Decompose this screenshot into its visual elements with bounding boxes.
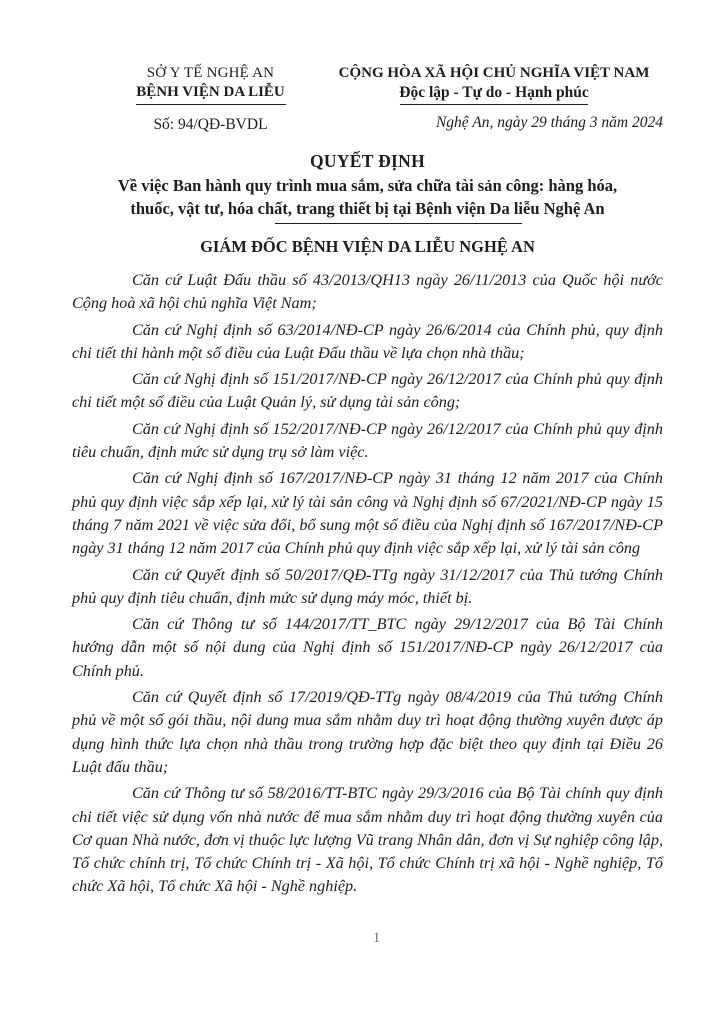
national-header-block <box>325 64 663 132</box>
national-name: CỘNG HÒA XÃ HỘI CHỦ NGHĨA VIỆT NAM <box>338 65 650 81</box>
motto-underline <box>400 104 588 105</box>
issuing-org-parent: SỞ Y TẾ NGHỆ AN <box>146 65 275 81</box>
legal-basis-paragraph-4: Căn cứ Nghị định số 152/2017/NĐ-CP ngày 26/12/2017 của Chính phủ quy định tiêu chuẩn, định mức sử dụng trụ sở làm việc. <box>72 419 663 462</box>
legal-basis-paragraph-6: Căn cứ Quyết định số 50/2017/QĐ-TTg ngày 31/12/2017 của Thủ tướng Chính phủ quy định tiêu chuẩn, định mức sử dụng máy móc, thiết bị. <box>72 565 663 607</box>
subject-underline <box>275 223 522 224</box>
legal-basis-section <box>72 269 663 899</box>
decision-subject-line1: Về việc Ban hành quy trình mua sắm, sửa chữa tài sản công: hàng hóa, <box>117 176 618 195</box>
page-number: 1 <box>372 930 381 946</box>
legal-basis-paragraph-2: Căn cứ Nghị định số 63/2014/NĐ-CP ngày 26/6/2014 của Chính phủ, quy định chi tiết thi hành một số điều của Luật Đấu thầu về lựa chọn nhà thầu; <box>72 320 663 362</box>
decision-subject-line2: thuốc, vật tư, hóa chất, trang thiết bị tại Bệnh viện Da liễu Nghệ An <box>130 199 605 218</box>
document-number: Số: 94/QĐ-BVDL <box>153 116 268 133</box>
legal-basis-paragraph-5: Căn cứ Nghị định số 167/2017/NĐ-CP ngày 31 tháng 12 năm 2017 của Chính phủ quy định việc sắp xếp lại, xử lý tài sản công và Nghị định số 67/2021/NĐ-CP ngày 15 tháng 7 năm 2021 về việc sửa đổi, bổ sung một số điều của Nghị định số 167/2017/NĐ-CP ngày 31 tháng 12 năm 2017 của Chính phủ quy định việc sắp xếp lại, xử lý tài sản công <box>72 469 663 558</box>
legal-basis-paragraph-1: Căn cứ Luật Đấu thầu số 43/2013/QH13 ngày 26/11/2013 của Quốc hội nước Cộng hoà xã hội chủ nghĩa Việt Nam; <box>72 271 663 313</box>
legal-basis-paragraph-3: Căn cứ Nghị định số 151/2017/NĐ-CP ngày 26/12/2017 của Chính phủ quy định chi tiết một số điều của Luật Quản lý, sử dụng tài sản công; <box>72 370 663 412</box>
legal-basis-paragraph-9: Căn cứ Thông tư số 58/2016/TT-BTC ngày 29/3/2016 của Bộ Tài chính quy định chi tiết việc sử dụng vốn nhà nước để mua sắm nhằm duy trì hoạt động thường xuyên của Cơ quan Nhà nước, đơn vị thuộc lực lượng Vũ trang Nhân dân, đơn vị Sự nghiệp công lập, Tổ chức chính trị, Tổ chức Chính trị - Xã hội, Tổ chức Chính trị xã hội - Nghề nghiệp, Tổ chức Xã hội, Tổ chức Xã hội - Nghề nghiệp. <box>72 784 663 896</box>
place-date-line: Nghệ An, ngày 29 tháng 3 năm 2024 <box>435 114 663 131</box>
legal-basis-paragraph-8: Căn cứ Quyết định số 17/2019/QĐ-TTg ngày 08/4/2019 của Thủ tướng Chính phủ về một số gói thầu, nội dung mua sắm nhằm duy trì hoạt động thường xuyên được áp dụng hình thức lựa chọn nhà thầu trong trường hợp đặc biệt theo quy định tại Điều 26 Luật đấu thầu; <box>72 688 663 776</box>
document-header <box>72 64 663 134</box>
decision-heading: QUYẾT ĐỊNH <box>310 151 425 171</box>
national-motto: Độc lập - Tự do - Hạnh phúc <box>399 84 589 101</box>
issuing-org-block <box>108 64 313 134</box>
legal-basis-paragraph-7: Căn cứ Thông tư số 144/2017/TT_BTC ngày 29/12/2017 của Bộ Tài Chính hướng dẫn một số nội dung của Nghị định số 151/2017/NĐ-CP ngày 26/12/2017 của Chính phủ. <box>72 615 663 680</box>
issuing-org-name: BỆNH VIỆN DA LIỄU <box>136 84 285 100</box>
org-name-underline <box>136 104 286 105</box>
title-block <box>72 151 663 257</box>
issuer-heading: GIÁM ĐỐC BỆNH VIỆN DA LIỄU NGHỆ AN <box>200 237 535 256</box>
